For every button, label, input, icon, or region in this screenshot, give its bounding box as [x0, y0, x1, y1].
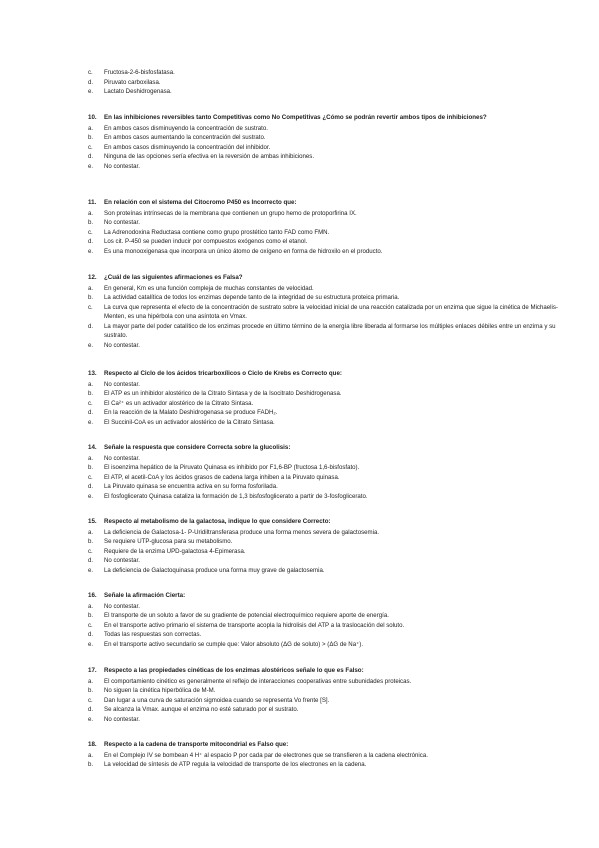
question-text: Respecto al metabolismo de la galactosa, indique lo que considere Correcto: — [104, 518, 331, 525]
option-letter: d. — [88, 153, 94, 160]
answer-option — [88, 247, 568, 257]
question-number: 10. — [88, 114, 97, 121]
answer-option — [88, 341, 568, 351]
answer-option — [88, 677, 568, 687]
question-11 — [88, 198, 568, 256]
option-text: El comportamiento cinético es generalmente el reflejo de interacciones cooperativas entre subunidades proteicas. — [104, 677, 412, 685]
option-text: No contestar. — [104, 219, 140, 226]
option-text: La curva que representa el efecto de la concentración de sustrato sobre la velocidad inicial de una reacción catalizada por un enzima que sigue la cinética de Michaelis-Menten, es una hipérbola con una asíntota en Vmax. — [104, 303, 558, 320]
answer-option — [88, 686, 568, 696]
option-letter: e. — [88, 88, 94, 95]
option-text: En el transporte activo secundario se cumple que: Valor absoluto (ΔG de soluto) > (ΔG de Na⁺). — [104, 640, 364, 648]
option-letter: c. — [88, 69, 93, 76]
question-text: En las inhibiciones reversibles tanto Competitivas como No Competitivas ¿Cómo se podrán revertir ambos tipos de inhibiciones? — [104, 114, 487, 121]
answer-option — [88, 760, 568, 770]
option-letter: a. — [88, 380, 94, 388]
question-header — [88, 517, 568, 527]
option-text: Es una monooxigenasa que incorpora un único átomo de oxígeno en forma de hidroxilo en el producto. — [104, 247, 383, 255]
option-text: En ambos casos disminuyendo la concentración de sustrato. — [104, 124, 268, 132]
option-letter: b. — [88, 538, 94, 545]
question-16 — [88, 591, 568, 649]
option-letter: c. — [88, 547, 93, 555]
answer-option — [88, 389, 568, 399]
question-header — [88, 113, 568, 123]
answer-option — [88, 418, 568, 428]
option-letter: b. — [88, 294, 94, 301]
question-header — [88, 740, 568, 750]
option-letter: d. — [88, 483, 94, 490]
option-letter: b. — [88, 464, 94, 471]
option-letter: a. — [88, 124, 94, 132]
answer-option — [88, 556, 568, 566]
question-text: Señale la afirmación Cierta: — [104, 592, 186, 599]
question-text: ¿Cuál de las siguientes afirmaciones es Falsa? — [104, 274, 243, 281]
question-header — [88, 198, 568, 208]
option-text: No contestar. — [104, 602, 140, 610]
option-text: Son proteínas intrínsecas de la membrana que contienen un grupo hemo de protoporfirina IX. — [104, 209, 357, 217]
question-text: Respecto a las propiedades cinéticas de los enzimas alostéricos señale lo que es Falso: — [104, 667, 364, 674]
question-header — [88, 666, 568, 676]
answer-option — [88, 152, 568, 162]
option-text: Los cit. P-450 se pueden inducir por compuestos exógenos como el etanol. — [104, 238, 308, 245]
question-15 — [88, 517, 568, 575]
answer-option — [88, 399, 568, 409]
option-text: La mayor parte del poder catalítico de los enzimas procede en último término de la energía libre liberada al formarse los múltiples enlaces débiles entre un enzima y su sustrato. — [104, 322, 556, 339]
option-letter: e. — [88, 418, 94, 426]
answer-option — [88, 380, 568, 390]
answer-option — [88, 640, 568, 650]
answer-option — [88, 133, 568, 143]
answer-option — [88, 68, 568, 78]
option-text: El Ca²⁺ es un activador alostérico de la Citrato Sintasa. — [104, 399, 254, 407]
option-letter: a. — [88, 677, 94, 685]
question-header — [88, 443, 568, 453]
option-letter: a. — [88, 209, 94, 217]
option-text: Se alcanza la Vmax. aunque el enzima no esté saturado por el sustrato. — [104, 706, 299, 713]
answer-option — [88, 454, 568, 464]
option-text: La deficiencia de Galactosa-1- P-Uridiltransferasa produce una forma menos severa de galactosemia. — [104, 528, 380, 536]
option-text: La actividad catalítica de todos los enzimas depende tanto de la integridad de su estructura proteica primaria. — [104, 294, 400, 301]
option-letter: d. — [88, 557, 94, 564]
option-letter: c. — [88, 696, 93, 704]
answer-option — [88, 715, 568, 725]
option-text: Dan lugar a una curva de saturación sigmoidea cuando se representa Vo frente [S]. — [104, 696, 330, 704]
option-text: Ninguna de las opciones sería efectiva en la reversión de ambas inhibiciones. — [104, 153, 315, 160]
answer-option — [88, 162, 568, 172]
option-letter: c. — [88, 303, 93, 311]
option-letter: b. — [88, 612, 94, 619]
answer-option — [88, 528, 568, 538]
option-letter: b. — [88, 219, 94, 226]
answer-option — [88, 492, 568, 502]
option-text: El ATP es un inhibidor alostérico de la Citrato Sintasa y de la Isocitrato Deshidrogenasa. — [104, 390, 342, 397]
question-number: 16. — [88, 592, 97, 599]
question-header — [88, 591, 568, 601]
option-text: En la reacción de la Malato Deshidrogenasa se produce FADH₂. — [104, 409, 278, 416]
option-text: Lactato Deshidrogenasa. — [104, 88, 172, 95]
option-letter: b. — [88, 761, 94, 768]
question-number: 12. — [88, 274, 97, 281]
option-letter: c. — [88, 228, 93, 236]
question-18 — [88, 740, 568, 770]
question-10 — [88, 113, 568, 171]
question-header — [88, 369, 568, 379]
option-text: La Piruvato quinasa se encuentra activa en su forma fosforilada. — [104, 483, 278, 490]
option-letter: d. — [88, 631, 94, 638]
answer-option — [88, 408, 568, 418]
option-text: En ambos casos disminuyendo la concentración del inhibidor. — [104, 143, 271, 151]
answer-option — [88, 537, 568, 547]
option-text: En ambos casos aumentando la concentración del sustrato. — [104, 134, 266, 141]
answer-option — [88, 751, 568, 761]
option-text: El isoenzima hepático de la Piruvato Quinasa es inhibido por F1,6-BP (fructosa 1,6-bisfosfato). — [104, 464, 360, 471]
option-text: No contestar. — [104, 715, 140, 723]
answer-option — [88, 237, 568, 247]
option-letter: d. — [88, 706, 94, 713]
option-text: La deficiencia de Galactoquinasa produce una forma muy grave de galactosemia. — [104, 566, 325, 574]
option-letter: a. — [88, 602, 94, 610]
answer-option — [88, 482, 568, 492]
question-number: 18. — [88, 741, 97, 748]
option-text: El Succinil-CoA es un activador alostérico de la Citrato Sintasa. — [104, 418, 275, 426]
answer-option — [88, 611, 568, 621]
option-text: No contestar. — [104, 557, 140, 564]
option-text: En el transporte activo primario el sistema de transporte acopla la hidrolisis del ATP a la traslocación del soluto. — [104, 621, 405, 629]
option-letter: e. — [88, 715, 94, 723]
question-text: En relación con el sistema del Citocromo P450 es Incorrecto que: — [104, 199, 297, 206]
answer-option — [88, 87, 568, 97]
question-17 — [88, 666, 568, 724]
option-letter: c. — [88, 399, 93, 407]
answer-option — [88, 293, 568, 303]
answer-option — [88, 322, 568, 341]
question-number: 14. — [88, 444, 97, 451]
answer-option — [88, 566, 568, 576]
option-text: En general, Km es una función compleja de muchas constantes de velocidad. — [104, 284, 314, 292]
option-letter: c. — [88, 621, 93, 629]
answer-option — [88, 78, 568, 88]
option-letter: a. — [88, 751, 94, 759]
answer-option — [88, 228, 568, 238]
option-text: No contestar. — [104, 380, 140, 388]
option-text: No contestar. — [104, 162, 140, 170]
option-text: No contestar. — [104, 341, 140, 349]
continued-options — [88, 68, 568, 97]
answer-option — [88, 473, 568, 483]
option-letter: a. — [88, 454, 94, 462]
option-text: El ATP, el acetil-CoA y los ácidos grasos de cadena larga inhiben a la Piruvato quinasa. — [104, 473, 340, 481]
option-text: Requiere de la enzima UPD-galactosa 4-Epimerasa. — [104, 547, 246, 555]
answer-option — [88, 124, 568, 134]
answer-option — [88, 303, 568, 322]
option-text: No siguen la cinética hiperbólica de M-M. — [104, 687, 216, 694]
option-letter: b. — [88, 134, 94, 141]
question-text: Respecto al Ciclo de los ácidos tricarboxílicos o Ciclo de Krebs es Correcto que: — [104, 370, 342, 377]
option-text: En el Complejo IV se bombean 4 H⁺ al espacio P por cada par de electrones que se transfieren a la cadena electrónica. — [104, 751, 428, 759]
option-letter: b. — [88, 687, 94, 694]
option-letter: b. — [88, 390, 94, 397]
option-letter: e. — [88, 341, 94, 349]
option-letter: d. — [88, 238, 94, 245]
answer-option — [88, 143, 568, 153]
question-text: Respecto a la cadena de transporte mitocondrial es Falso que: — [104, 741, 289, 748]
answer-option — [88, 696, 568, 706]
option-letter: c. — [88, 143, 93, 151]
question-number: 15. — [88, 518, 97, 525]
option-letter: e. — [88, 247, 94, 255]
question-12 — [88, 273, 568, 350]
option-text: Piruvato carboxilasa. — [104, 78, 161, 86]
question-header — [88, 273, 568, 283]
question-number: 17. — [88, 667, 97, 674]
answer-option — [88, 284, 568, 294]
option-letter: a. — [88, 284, 94, 292]
answer-option — [88, 218, 568, 228]
answer-option — [88, 547, 568, 557]
option-letter: e. — [88, 492, 94, 500]
question-number: 13. — [88, 370, 97, 377]
option-text: Fructosa-2-6-bisfosfatasa. — [104, 69, 175, 76]
option-text: El transporte de un soluto a favor de su gradiente de potencial electroquímico requiere aporte de energía. — [104, 612, 389, 619]
option-text: El fosfoglicerato Quinasa cataliza la formación de 1,3 bisfosfoglicerato a partir de 3-fosfoglicerato. — [104, 492, 368, 500]
option-letter: e. — [88, 162, 94, 170]
question-number: 11. — [88, 199, 97, 206]
answer-option — [88, 209, 568, 219]
option-text: La velocidad de síntesis de ATP regula la velocidad de transporte de los electrones en la cadena. — [104, 761, 367, 768]
answer-option — [88, 463, 568, 473]
option-text: Se requiere UTP-glucosa para su metabolismo. — [104, 538, 233, 545]
option-letter: c. — [88, 473, 93, 481]
option-letter: d. — [88, 322, 94, 330]
answer-option — [88, 602, 568, 612]
question-13 — [88, 369, 568, 427]
answer-option — [88, 621, 568, 631]
option-letter: e. — [88, 640, 94, 648]
option-letter: e. — [88, 566, 94, 574]
option-letter: d. — [88, 78, 94, 86]
answer-option — [88, 630, 568, 640]
option-letter: d. — [88, 409, 94, 416]
option-text: No contestar. — [104, 454, 140, 462]
question-text: Señale la respuesta que considere Correcta sobre la glucolisis: — [104, 444, 291, 451]
option-text: La Adrenodoxina Reductasa contiene como grupo prostético tanto FAD como FMN. — [104, 228, 330, 236]
option-letter: a. — [88, 528, 94, 536]
option-text: Todas las respuestas son correctas. — [104, 631, 202, 638]
question-14 — [88, 443, 568, 501]
answer-option — [88, 705, 568, 715]
